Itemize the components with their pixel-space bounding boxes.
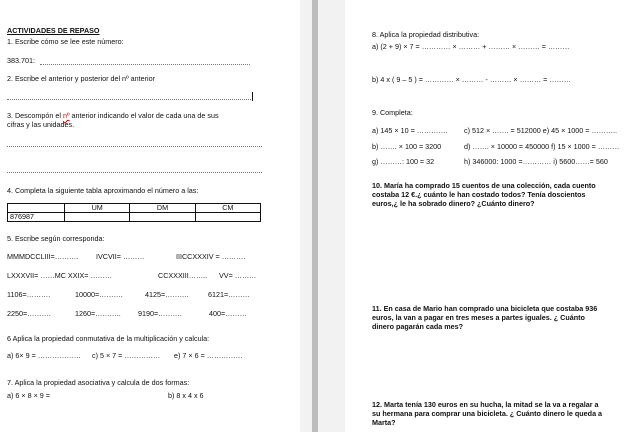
- q5-item: LXXXVII= ……MC XXIX= ………: [7, 271, 113, 280]
- table-row: [8, 213, 261, 222]
- q6-item: a) 6× 9 = ………………: [7, 351, 81, 360]
- q9-item: b) ……. × 100 = 3200: [372, 142, 442, 151]
- q5-prompt: 5. Escribe según corresponda:: [7, 234, 105, 243]
- q8-prompt: 8. Aplica la propiedad distributiva:: [372, 30, 480, 39]
- q8-item-b: b) 4 x ( 9 – 5 ) = ………… × ……… - ……… × ……… = ………: [372, 75, 571, 84]
- worksheet-title: ACTIVIDADES DE REPASO: [7, 26, 100, 35]
- q6-item: c) 5 × 7 = ……………: [92, 351, 161, 360]
- table-cell-number: 876987: [8, 213, 65, 222]
- q7-item: b) 8 x 4 x 6: [168, 391, 204, 400]
- q12-line: su hermana para comprar una bicicleta. ¿ Cuánto dinero le queda a: [372, 409, 603, 418]
- q4-prompt: 4. Completa la siguiente tabla aproximando el número a las:: [7, 186, 199, 195]
- table-cell-dm[interactable]: [130, 213, 195, 222]
- q2-answer-line[interactable]: [7, 99, 251, 100]
- q5-item: IIICCXXXIV = ……….: [176, 252, 246, 261]
- page-edge: [312, 0, 318, 432]
- q5-item: 400=………: [209, 309, 247, 318]
- q5-item: 1260=………..: [75, 309, 121, 318]
- q9-item: h) 346000: 1000 =………… i) 5600……= 560: [464, 157, 608, 166]
- q5-item: 9190=……….: [138, 309, 182, 318]
- q9-prompt: 9. Completa:: [372, 108, 413, 117]
- q12-line: 12. Marta tenía 130 euros en su hucha, la mitad se la va a regalar a: [372, 400, 599, 409]
- text-cursor: [252, 92, 253, 101]
- q5-item: 6121=………: [208, 290, 250, 299]
- q9-item: c) 512 × ……. = 512000 e) 45 × 1000 = ………..: [464, 126, 618, 135]
- table-cell-um[interactable]: [65, 213, 130, 222]
- q11-line: dinero pagarán cada mes?: [372, 322, 464, 331]
- q5-item: 10000=……….: [75, 290, 123, 299]
- right-page: [345, 0, 640, 432]
- q6-prompt: 6 Aplica la propiedad conmutativa de la multiplicación y calcula:: [7, 334, 210, 343]
- table-header-cell: DM: [130, 204, 195, 213]
- q5-item: MMMDCCLIII=……….: [7, 252, 79, 261]
- q3-answer-line-2[interactable]: [7, 172, 262, 173]
- q5-item: VV= ………: [219, 271, 257, 280]
- table-header-cell: CM: [195, 204, 260, 213]
- q5-item: IVCVII= ………: [96, 252, 145, 261]
- table-header-row: [8, 204, 261, 213]
- q1-number: 383.701:: [7, 56, 35, 65]
- q3-prompt-line1: 3. Descompón el nº anterior indicando el valor de cada una de sus: [7, 111, 219, 120]
- q3-prompt-line2: cifras y las unidades.: [7, 120, 75, 129]
- q7-item: a) 6 × 8 × 9 =: [7, 391, 50, 400]
- q12-line: Marta?: [372, 418, 396, 427]
- q9-item: d) ……. × 10000 = 450000 f) 15 × 1000 = ………: [464, 142, 620, 151]
- q9-item: g) ………: 100 = 32: [372, 157, 435, 166]
- q6-item: e) 7 × 6 = ……………: [174, 351, 243, 360]
- q1-answer-line[interactable]: [40, 64, 250, 65]
- q2-prompt: 2. Escribe el anterior y posterior del nº anterior: [7, 74, 156, 83]
- q5-item: 2250=……….: [7, 309, 51, 318]
- q10-line: 10. María ha comprado 15 cuentos de una colección, cada cuento: [372, 181, 596, 190]
- table-header-cell: UM: [65, 204, 130, 213]
- q11-line: 11. En casa de Mario han comprado una bicicleta que costaba 936: [372, 304, 598, 313]
- q3-answer-line-1[interactable]: [7, 146, 262, 147]
- q1-prompt: 1. Escribe cómo se lee este número:: [7, 37, 124, 46]
- left-page: [0, 0, 300, 432]
- table-cell-cm[interactable]: [195, 213, 260, 222]
- q10-line: euros,¿ le ha sobrado dinero? ¿Cuánto dinero?: [372, 199, 535, 208]
- q5-item: CCXXXIII……..: [158, 271, 208, 280]
- q7-prompt: 7. Aplica la propiedad asociativa y calcula de dos formas:: [7, 378, 190, 387]
- rounding-table: [7, 203, 261, 222]
- q9-item: a) 145 × 10 = ………….: [372, 126, 448, 135]
- q10-line: costaba 12 €.¿ cuánto le han costado todos? Tenía doscientos: [372, 190, 586, 199]
- page-gutter: [300, 0, 345, 432]
- q5-item: 4125=……….: [145, 290, 189, 299]
- q11-line: euros, la van a pagar en tres meses a partes iguales. ¿ Cuánto: [372, 313, 585, 322]
- q8-item-a: a) (2 + 9) × 7 = ………… × ……… + ……… × ……… = ………: [372, 42, 570, 51]
- q5-item: 1106=……….: [7, 290, 51, 299]
